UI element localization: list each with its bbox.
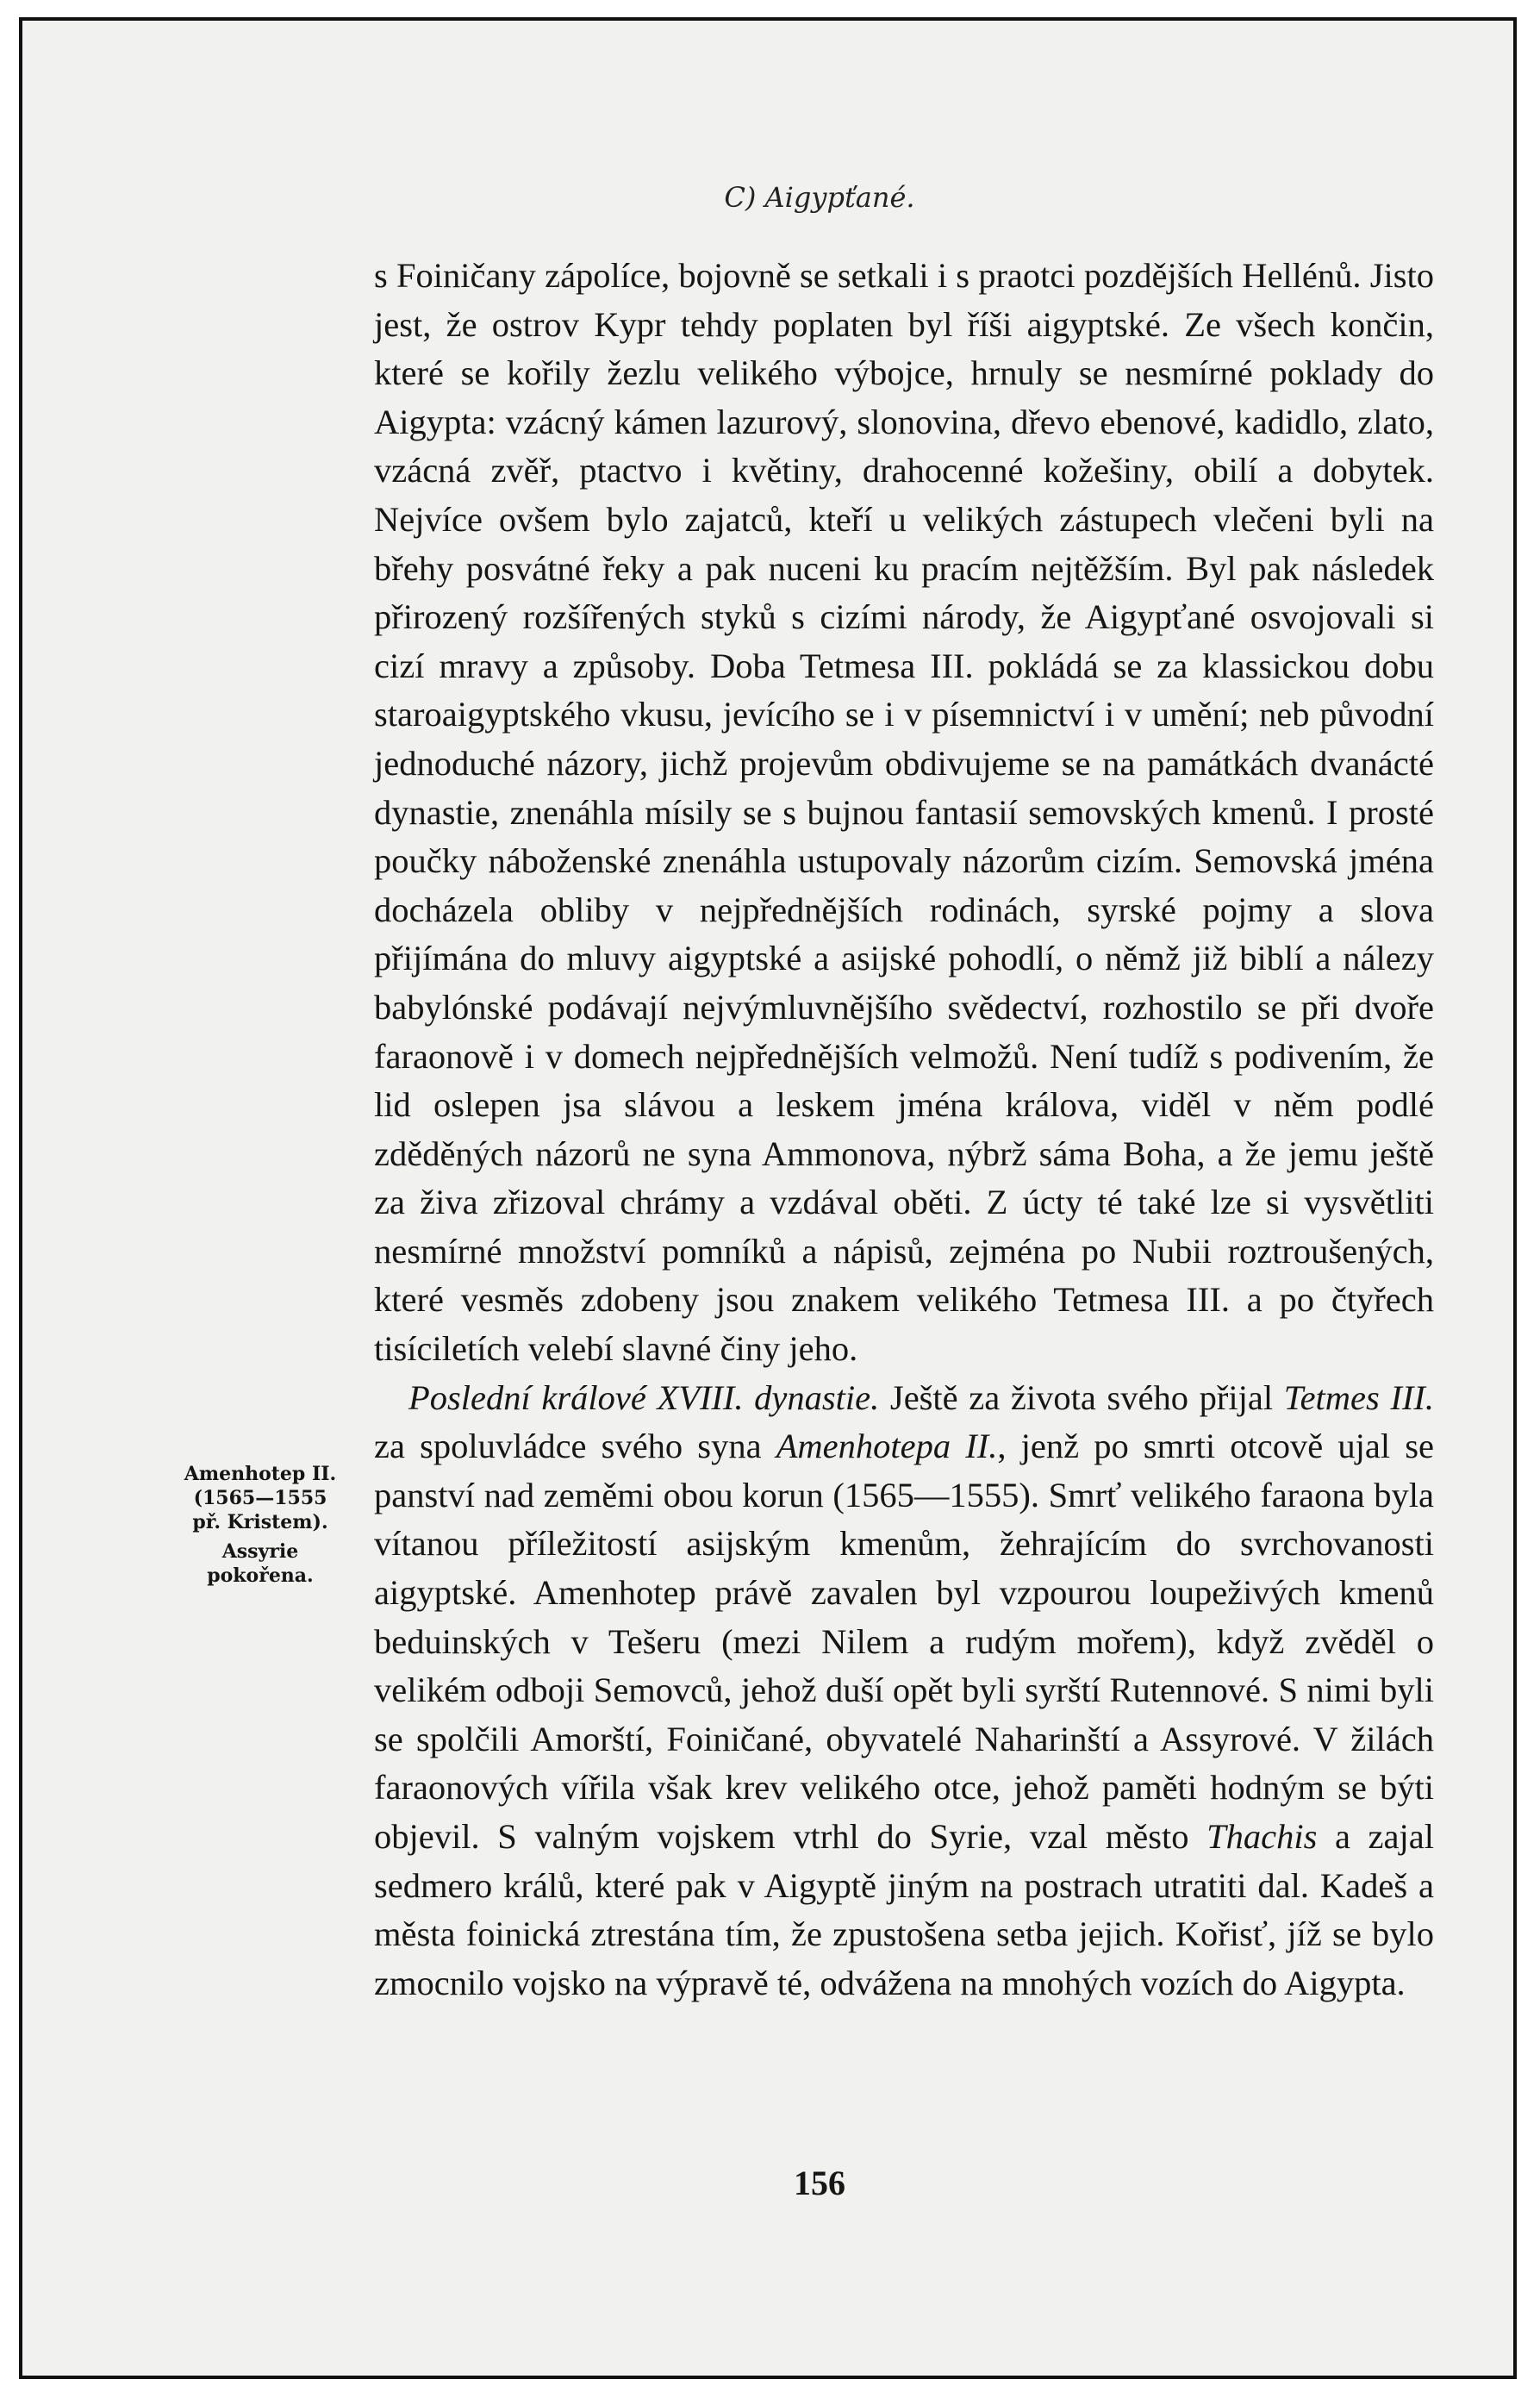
name-thachis: Thachis <box>1206 1817 1318 1856</box>
name-tetmes: Tetmes III. <box>1283 1377 1435 1417</box>
book-page <box>19 17 1517 2379</box>
name-amenhotep: Amenhotepa II. <box>776 1427 998 1466</box>
paragraph-2-text-a: Ještě za života svého přijal <box>879 1377 1284 1417</box>
body-text <box>374 252 1434 2008</box>
paragraph-2-text-b: za spoluvládce svého syna <box>374 1427 776 1466</box>
paragraph-2 <box>374 1374 1434 2008</box>
paragraph-1: s Foiničany zápolíce, bojovně se setkali i s praotci pozdějších Hellénů. Jisto jest, že ostrov Kypr tehdy poplaten byl říši aigyptské. Ze všech končin, které se kořily žezlu velikého výbojce, hrnuly se nesmírné poklady do Aigypta: vzácný kámen lazurový, slonovina, dřevo ebenové, kadidlo, zlato, vzácná zvěř, ptactvo i květiny, drahocenné kožešiny, obilí a dobytek. Nejvíce ovšem bylo zajatců, kteří u velikých zástupech vlečeni byli na břehy posvátné řeky a pak nuceni ku pracím nejtěžším. Byl pak následek přirozený rozšířených styků s cizími národy, že Aigypťané osvojovali si cizí mravy a způsoby. Doba Tetmesa III. pokládá se za klassickou dobu staroaigyptského vkusu, jevícího se i v písemnictví i v umění; neb původní jednoduché názory, jichž projevům obdivujeme se na památkách dvanácté dynastie, znenáhla mísily se s bujnou fantasií semovských kmenů. I prosté poučky náboženské znenáhla ustupovaly názorům cizím. Semovská jména docházela obliby v nejpřednějších rodinách, syrské pojmy a slova přijímána do mluvy aigyptské a asijské pohodlí, o němž již biblí a nálezy babylónské podávají nejvýmluvnějšího svědectví, rozhostilo se při dvoře faraonově i v domech nejpřednějších velmožů. Není tudíž s podivením, že lid oslepen jsa slávou a leskem jména králova, viděl v něm podlé zděděných názorů ne syna Ammonova, nýbrž sáma Boha, a že jemu ještě za živa zřizoval chrámy a vzdával oběti. Z úcty té také lze si vysvětliti nesmírné množství pomníků a nápisů, zejména po Nubii roztroušených, které vesměs zdobeny jsou znakem velikého Tetmesa III. a po čtyřech tisíciletích velebí slavné činy jeho. <box>374 256 1434 1369</box>
paragraph-2-text-c: , jenž po smrti otcově ujal se panství nad zeměmi obou korun (1565—1555). Smrť velikého faraona byla vítanou příležitostí asijským kmenům, žehrajícím do svrchovanosti aigyptské. Amenhotep právě zavalen byl vzpourou loupeživých kmenů beduinských v Tešeru (mezi Nilem a rudým mořem), když zvěděl o velikém odboji Semovců, jehož duší opět byli syrští Rutennové. S nimi byli se spolčili Amorští, Foiničané, obyvatelé Naharinští a Assyrové. V žilách faraonových vířila však krev velikého otce, jehož paměti hodným se býti objevil. S valným vojskem vtrhl do Syrie, vzal město <box>374 1427 1434 1856</box>
margin-note-assyria: Assyrie pokořena. <box>207 1540 314 1587</box>
page-number: 156 <box>794 2164 845 2202</box>
margin-note-amenhotep: Amenhotep II. (1565—1555 př. Kristem). <box>184 1463 337 1533</box>
section-lead: Poslední králové XVIII. dynastie. <box>408 1377 880 1417</box>
paragraph-2-text-d: a zajal sedmero králů, které pak v Aigyptě jiným na postrach utratiti dal. Kadeš a města foinická ztrestána tím, že zpustošena setba jejich. Kořisť, jíž se bylo zmocnilo vojsko na výpravě té, odvážena na mnohých vozích do Aigypta. <box>374 1817 1434 2002</box>
running-head: C) Aigypťané. <box>724 181 915 214</box>
